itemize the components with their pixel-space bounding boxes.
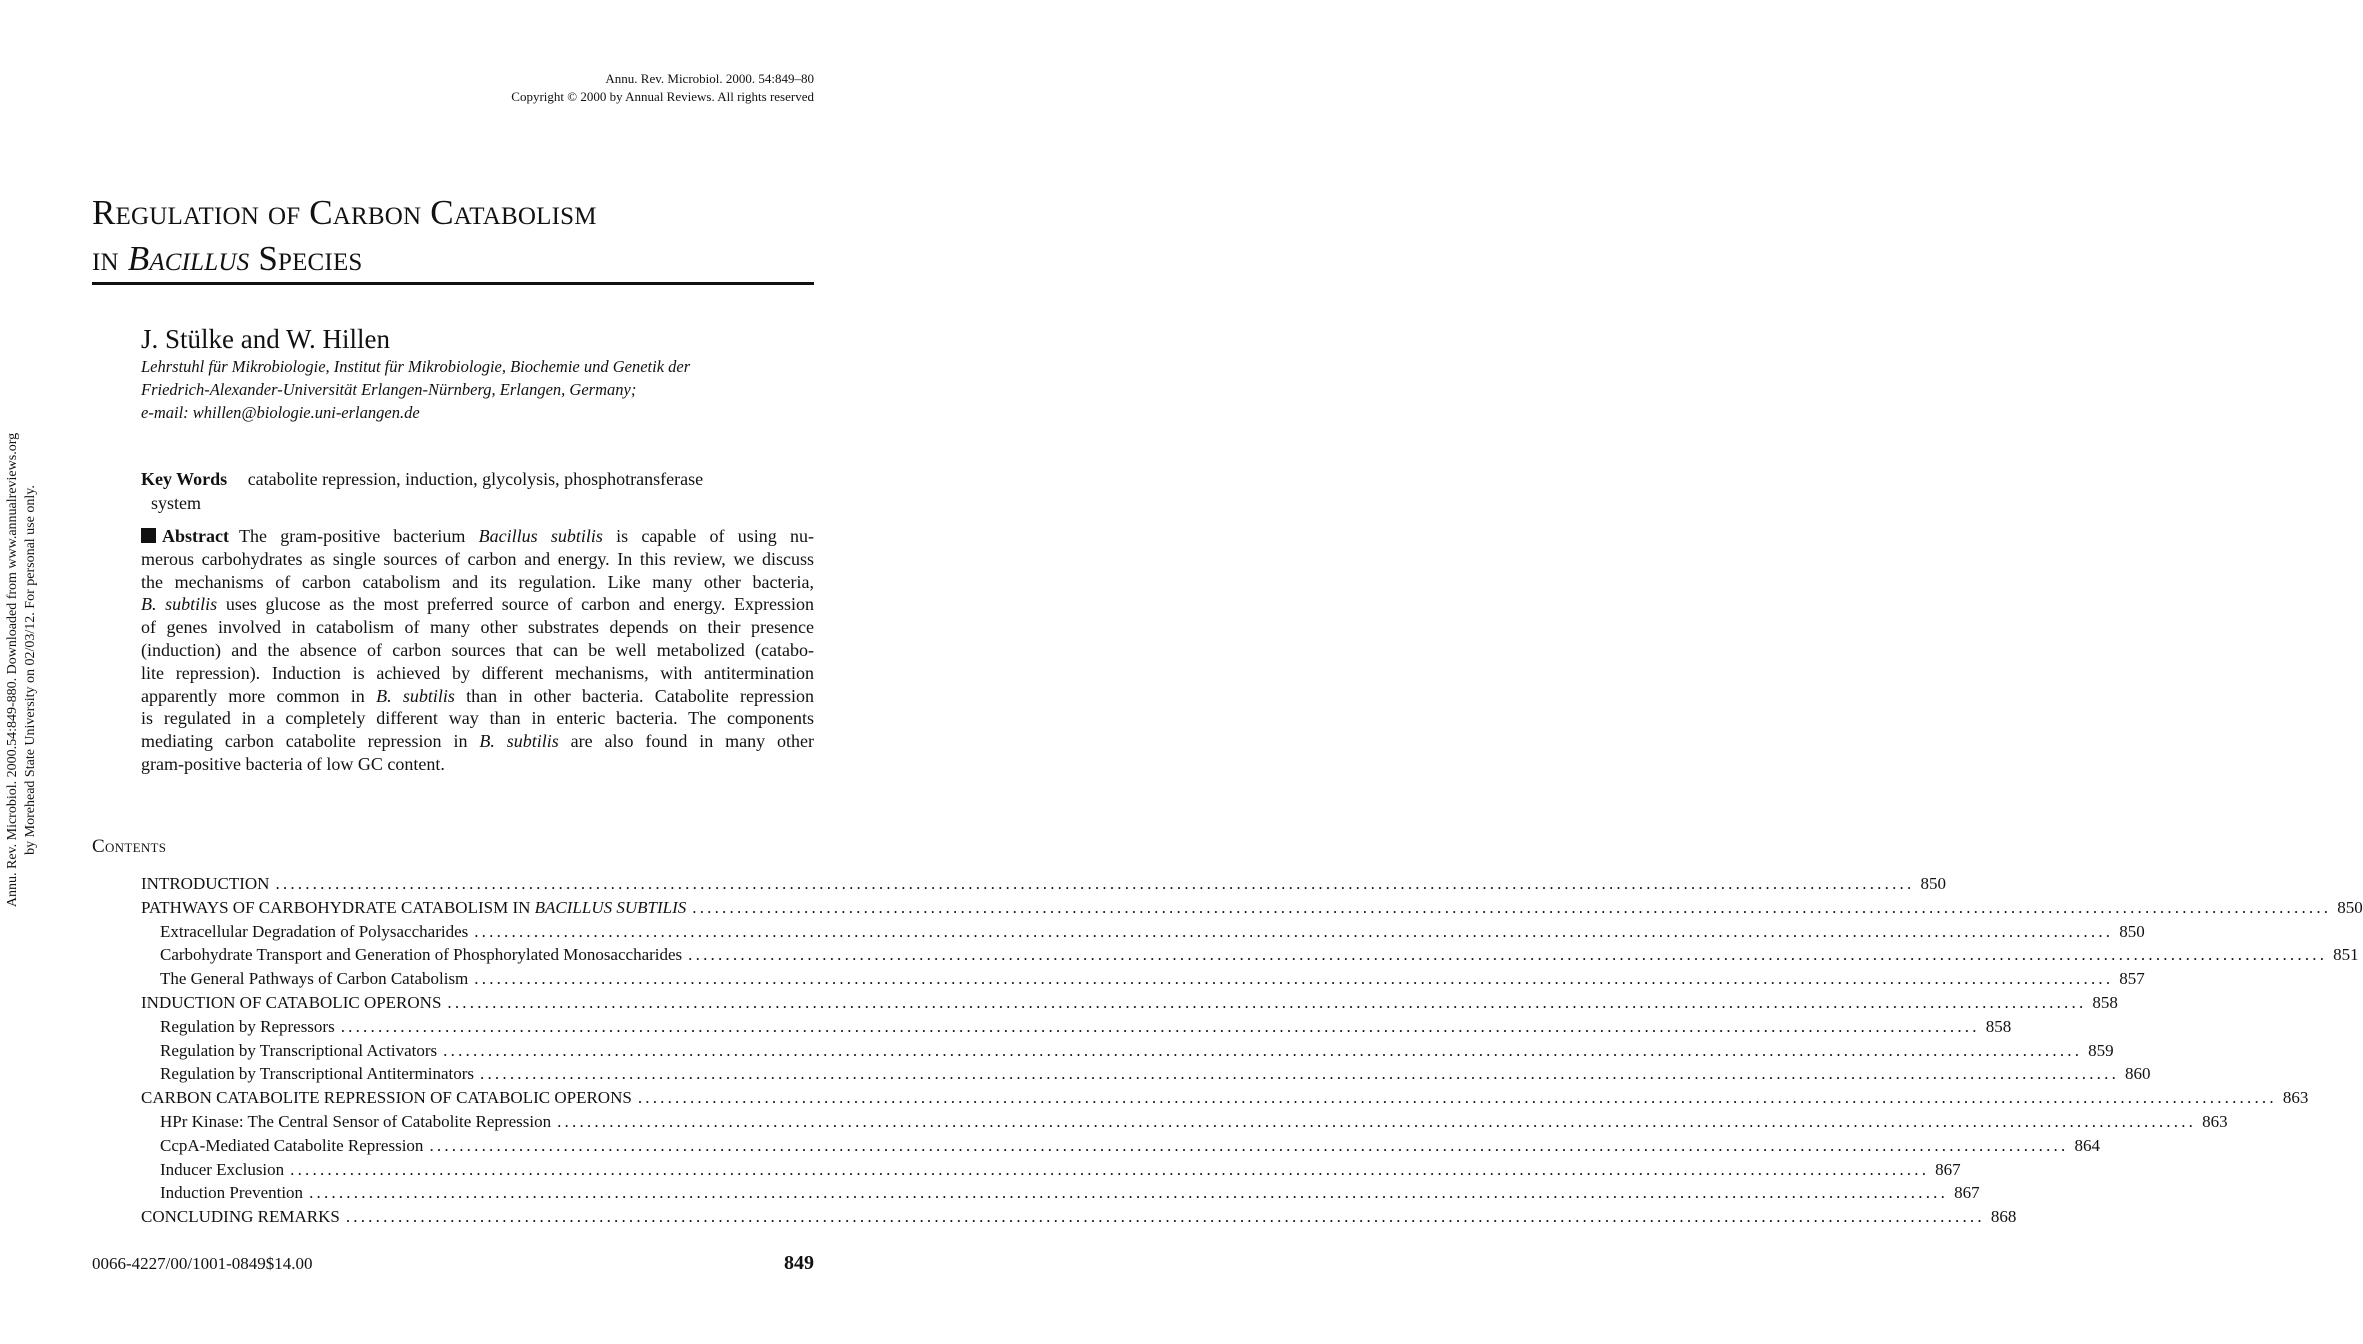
title-word: Regulation <box>92 193 259 232</box>
toc-subentry[interactable] <box>141 1135 2100 1160</box>
toc-leader: ............................................................................................................................................................................................................................ <box>275 874 1915 893</box>
keywords <box>141 467 814 515</box>
journal-header <box>511 70 814 106</box>
toc-entry-title: INTRODUCTION <box>141 874 270 893</box>
abstract-text: uses glucose as the most preferred source of carbon and energy. Expression <box>217 594 814 615</box>
abstract-line: the mechanisms of carbon catabolism and its regulation. Like many other bacteria, <box>141 571 814 592</box>
abstract-species: B. subtilis <box>376 685 455 706</box>
toc-entry-page: 867 <box>1954 1183 1980 1203</box>
affiliation-email: e-mail: whillen@biologie.uni-erlangen.de <box>141 403 420 422</box>
affiliation <box>141 355 821 424</box>
abstract-text: The gram-positive bacterium <box>238 526 479 546</box>
toc-entry[interactable] <box>141 992 2118 1017</box>
abstract-line: of genes involved in catabolism of many other substrates depends on their presence <box>141 617 814 638</box>
toc-entry-page: 860 <box>2125 1064 2151 1084</box>
toc-entry-title: The General Pathways of Carbon Catabolism <box>160 969 469 989</box>
toc-entry[interactable] <box>141 1207 2017 1231</box>
affiliation-line-1: Lehrstuhl für Mikrobiologie, Institut für Mikrobiologie, Biochemie und Genetik der <box>141 357 691 376</box>
abstract-line: gram-positive bacteria of low GC content. <box>141 753 445 774</box>
toc-leader: ............................................................................................................................................................................................................................ <box>340 1016 1980 1036</box>
toc-entry-page: 857 <box>2119 969 2145 989</box>
abstract-line <box>141 525 814 548</box>
toc-entry-page: 868 <box>1990 1207 2017 1227</box>
toc-subentry[interactable] <box>141 1183 1980 1207</box>
title-word: Catabolism <box>430 193 597 232</box>
title-line-1 <box>92 190 814 236</box>
contents-heading: Contents <box>92 836 167 857</box>
title-word-genus: Bacillus <box>127 239 250 278</box>
abstract-line: merous carbohydrates as single sources of carbon and energy. In this review, we discuss <box>141 548 814 569</box>
toc-entry-title: Regulation by Transcriptional Antiterminators <box>160 1064 475 1084</box>
toc-entry-title-italic: BACILLUS SUBTILIS <box>534 897 687 917</box>
toc-entry-title: INDUCTION OF CATABOLIC OPERONS <box>141 992 442 1012</box>
toc-entry-title <box>141 898 686 918</box>
toc-entry[interactable] <box>141 897 2363 922</box>
toc-subentry[interactable] <box>141 1040 2114 1065</box>
toc-entry-page: 850 <box>1920 874 1946 893</box>
toc-entry-page: 858 <box>2092 992 2118 1012</box>
abstract-line: lite repression). Induction is achieved by different mechanisms, with antitermination <box>141 662 814 683</box>
keywords-text-cont: system <box>151 493 202 513</box>
toc-entry-title: Regulation by Transcriptional Activators <box>160 1040 438 1060</box>
abstract-line <box>141 593 814 616</box>
toc-entry-title: Carbohydrate Transport and Generation of Phosphorylated Monosaccharides <box>160 945 683 965</box>
toc-leader: ............................................................................................................................................................................................................................ <box>692 897 2332 917</box>
abstract-label: Abstract <box>162 526 229 546</box>
toc-subentry[interactable] <box>141 1064 2151 1088</box>
toc-leader: ............................................................................................................................................................................................................................ <box>290 1159 1930 1179</box>
toc-leader: ............................................................................................................................................................................................................................ <box>557 1111 2197 1131</box>
toc-entry-page: 863 <box>2282 1088 2309 1108</box>
affiliation-line-2: Friedrich-Alexander-Universität Erlangen-Nürnberg, Erlangen, Germany; <box>141 380 637 399</box>
watermark-line-1: Annu. Rev. Microbiol. 2000.54:849-880. Downloaded from www.annualreviews.org <box>5 432 20 908</box>
toc-leader: ............................................................................................................................................................................................................................ <box>637 1088 2277 1108</box>
abstract-line <box>141 685 814 708</box>
toc-leader: ............................................................................................................................................................................................................................ <box>309 1183 1949 1203</box>
toc-entry-title: HPr Kinase: The Central Sensor of Catabolite Repression <box>160 1111 552 1131</box>
toc-subentry[interactable] <box>141 1111 2228 1136</box>
title-word: of <box>267 193 301 232</box>
download-watermark <box>4 385 40 955</box>
abstract-text: is capable of using nu- <box>602 526 814 546</box>
authors: J. Stülke and W. Hillen <box>141 324 390 354</box>
journal-copyright: Copyright © 2000 by Annual Reviews. All rights reserved <box>511 89 814 104</box>
toc-entry-page: 850 <box>2119 921 2145 941</box>
toc-entry[interactable] <box>141 1088 2309 1112</box>
toc-subentry[interactable] <box>141 921 2145 946</box>
toc-leader: ............................................................................................................................................................................................................................ <box>480 1064 2120 1084</box>
toc-subentry[interactable] <box>141 1016 2012 1041</box>
table-of-contents <box>141 874 2363 1231</box>
toc-entry-title: Induction Prevention <box>160 1183 304 1203</box>
toc-subentry[interactable] <box>141 1159 1961 1184</box>
abstract-line <box>141 730 814 753</box>
toc-entry-title: Inducer Exclusion <box>160 1159 285 1179</box>
toc-entry-page: 864 <box>2074 1135 2100 1155</box>
title-word: in <box>92 239 119 278</box>
journal-citation: Annu. Rev. Microbiol. 2000. 54:849–80 <box>605 71 814 86</box>
toc-entry-page: 850 <box>2337 897 2363 917</box>
article-code: 0066-4227/00/1001-0849$14.00 <box>92 1254 313 1273</box>
toc-leader: ............................................................................................................................................................................................................................ <box>474 921 2114 941</box>
article-title <box>92 190 814 282</box>
toc-entry-page: 859 <box>2088 1040 2114 1060</box>
page-number: 849 <box>784 1252 814 1274</box>
title-word: Carbon <box>309 193 422 232</box>
abstract-text: apparently more common in <box>141 685 377 706</box>
toc-leader: ............................................................................................................................................................................................................................ <box>688 945 2328 965</box>
watermark-line-2: by Morehead State University on 02/03/12. For personal use only. <box>23 485 38 855</box>
title-word: Species <box>258 239 363 278</box>
abstract-square-icon <box>141 528 156 543</box>
abstract-species: Bacillus subtilis <box>478 526 603 546</box>
toc-entry-page: 867 <box>1935 1159 1961 1179</box>
keywords-label: Key Words <box>141 469 228 489</box>
title-line-2 <box>92 236 814 282</box>
toc-entry-page: 851 <box>2333 945 2359 965</box>
toc-entry-title: Regulation by Repressors <box>160 1016 335 1036</box>
abstract <box>141 525 814 776</box>
toc-entry-title: Extracellular Degradation of Polysaccharides <box>160 921 469 941</box>
abstract-line: (induction) and the absence of carbon sources that can be well metabolized (catabo- <box>141 639 814 660</box>
toc-entry-title: CONCLUDING REMARKS <box>141 1207 340 1227</box>
toc-leader: ............................................................................................................................................................................................................................ <box>429 1135 2069 1155</box>
toc-leader: ............................................................................................................................................................................................................................ <box>345 1207 1985 1227</box>
abstract-text: are also found in many other <box>558 731 814 752</box>
abstract-line: is regulated in a completely different way than in enteric bacteria. The components <box>141 708 814 729</box>
toc-entry-title-text: PATHWAYS OF CARBOHYDRATE CATABOLISM IN <box>141 897 535 917</box>
abstract-species: B. subtilis <box>141 594 218 615</box>
abstract-text: than in other bacteria. Catabolite repression <box>454 685 814 706</box>
toc-entry-page: 863 <box>2202 1111 2228 1131</box>
abstract-species: B. subtilis <box>479 731 559 752</box>
toc-leader: ............................................................................................................................................................................................................................ <box>474 969 2114 989</box>
toc-entry-title: CARBON CATABOLITE REPRESSION OF CATABOLIC OPERONS <box>141 1088 632 1108</box>
keywords-text: catabolite repression, induction, glycolysis, phosphotransferase <box>247 469 704 489</box>
toc-entry-title: CcpA-Mediated Catabolite Repression <box>160 1135 424 1155</box>
toc-leader: ............................................................................................................................................................................................................................ <box>443 1040 2083 1060</box>
abstract-text: mediating carbon catabolite repression in <box>141 731 480 752</box>
toc-entry-page: 858 <box>1985 1016 2012 1036</box>
toc-leader: ............................................................................................................................................................................................................................ <box>447 992 2087 1012</box>
toc-subentry[interactable] <box>141 945 2359 969</box>
toc-subentry[interactable] <box>141 969 2145 993</box>
toc-entry[interactable] <box>141 874 1946 898</box>
title-rule <box>92 282 814 285</box>
